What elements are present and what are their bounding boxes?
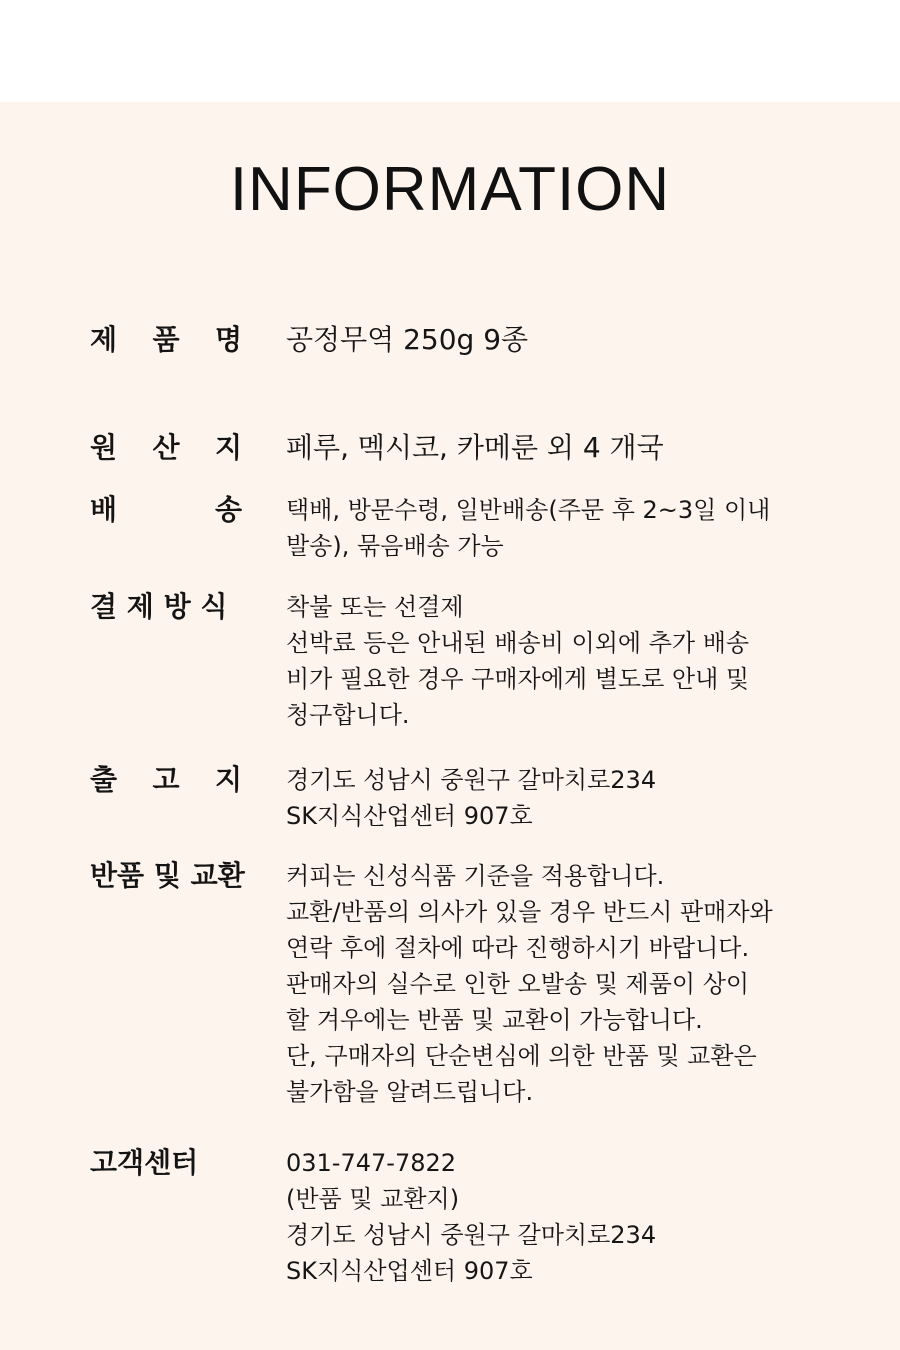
row-value: 착불 또는 선결제 선박료 등은 안내된 배송비 이외에 추가 배송 비가 필요한 경우 구매자에게 별도로 안내 및 청구합니다. <box>286 593 750 729</box>
row-value: 페루, 멕시코, 카메룬 외 4 개국 <box>286 431 664 464</box>
row-label: 제 품 명 <box>90 323 242 356</box>
row-label: 고객센터 <box>90 1146 199 1179</box>
row-value: 경기도 성남시 중원구 갈마치로234 SK지식산업센터 907호 <box>286 766 657 830</box>
row-value: 커피는 신성식품 기준을 적용합니다. 교환/반품의 의사가 있을 경우 반드시 판매자와 연락 후에 절차에 따라 진행하시기 바랍니다. 판매자의 실수로 인한 오발송 및 제품이 상이 할 겨우에는 반품 및 교환이 가능합니다. 단, 구매자의 단순변심에 의한 반품 및 교환은 불가함을 알려드립니다. <box>286 862 773 1106</box>
row-label: 원 산 지 <box>90 431 242 464</box>
row-label: 반품 및 교환 <box>90 859 245 892</box>
row-value: 공정무역 250g 9종 <box>286 323 529 356</box>
row-label: 배 송 <box>90 493 242 526</box>
phone-number: 031-747-7822 <box>286 1149 457 1177</box>
section-title: INFORMATION <box>229 155 671 224</box>
row-value: 택배, 방문수령, 일반배송(주문 후 2~3일 이내 발송), 묶음배송 가능 <box>286 496 771 560</box>
row-label: 출 고 지 <box>90 763 242 796</box>
row-value: 031-747-7822 (반품 및 교환지) 경기도 성남시 중원구 갈마치로234 SK지식산업센터 907호 <box>286 1145 806 1289</box>
row-label: 결 제 방 식 <box>90 590 228 623</box>
